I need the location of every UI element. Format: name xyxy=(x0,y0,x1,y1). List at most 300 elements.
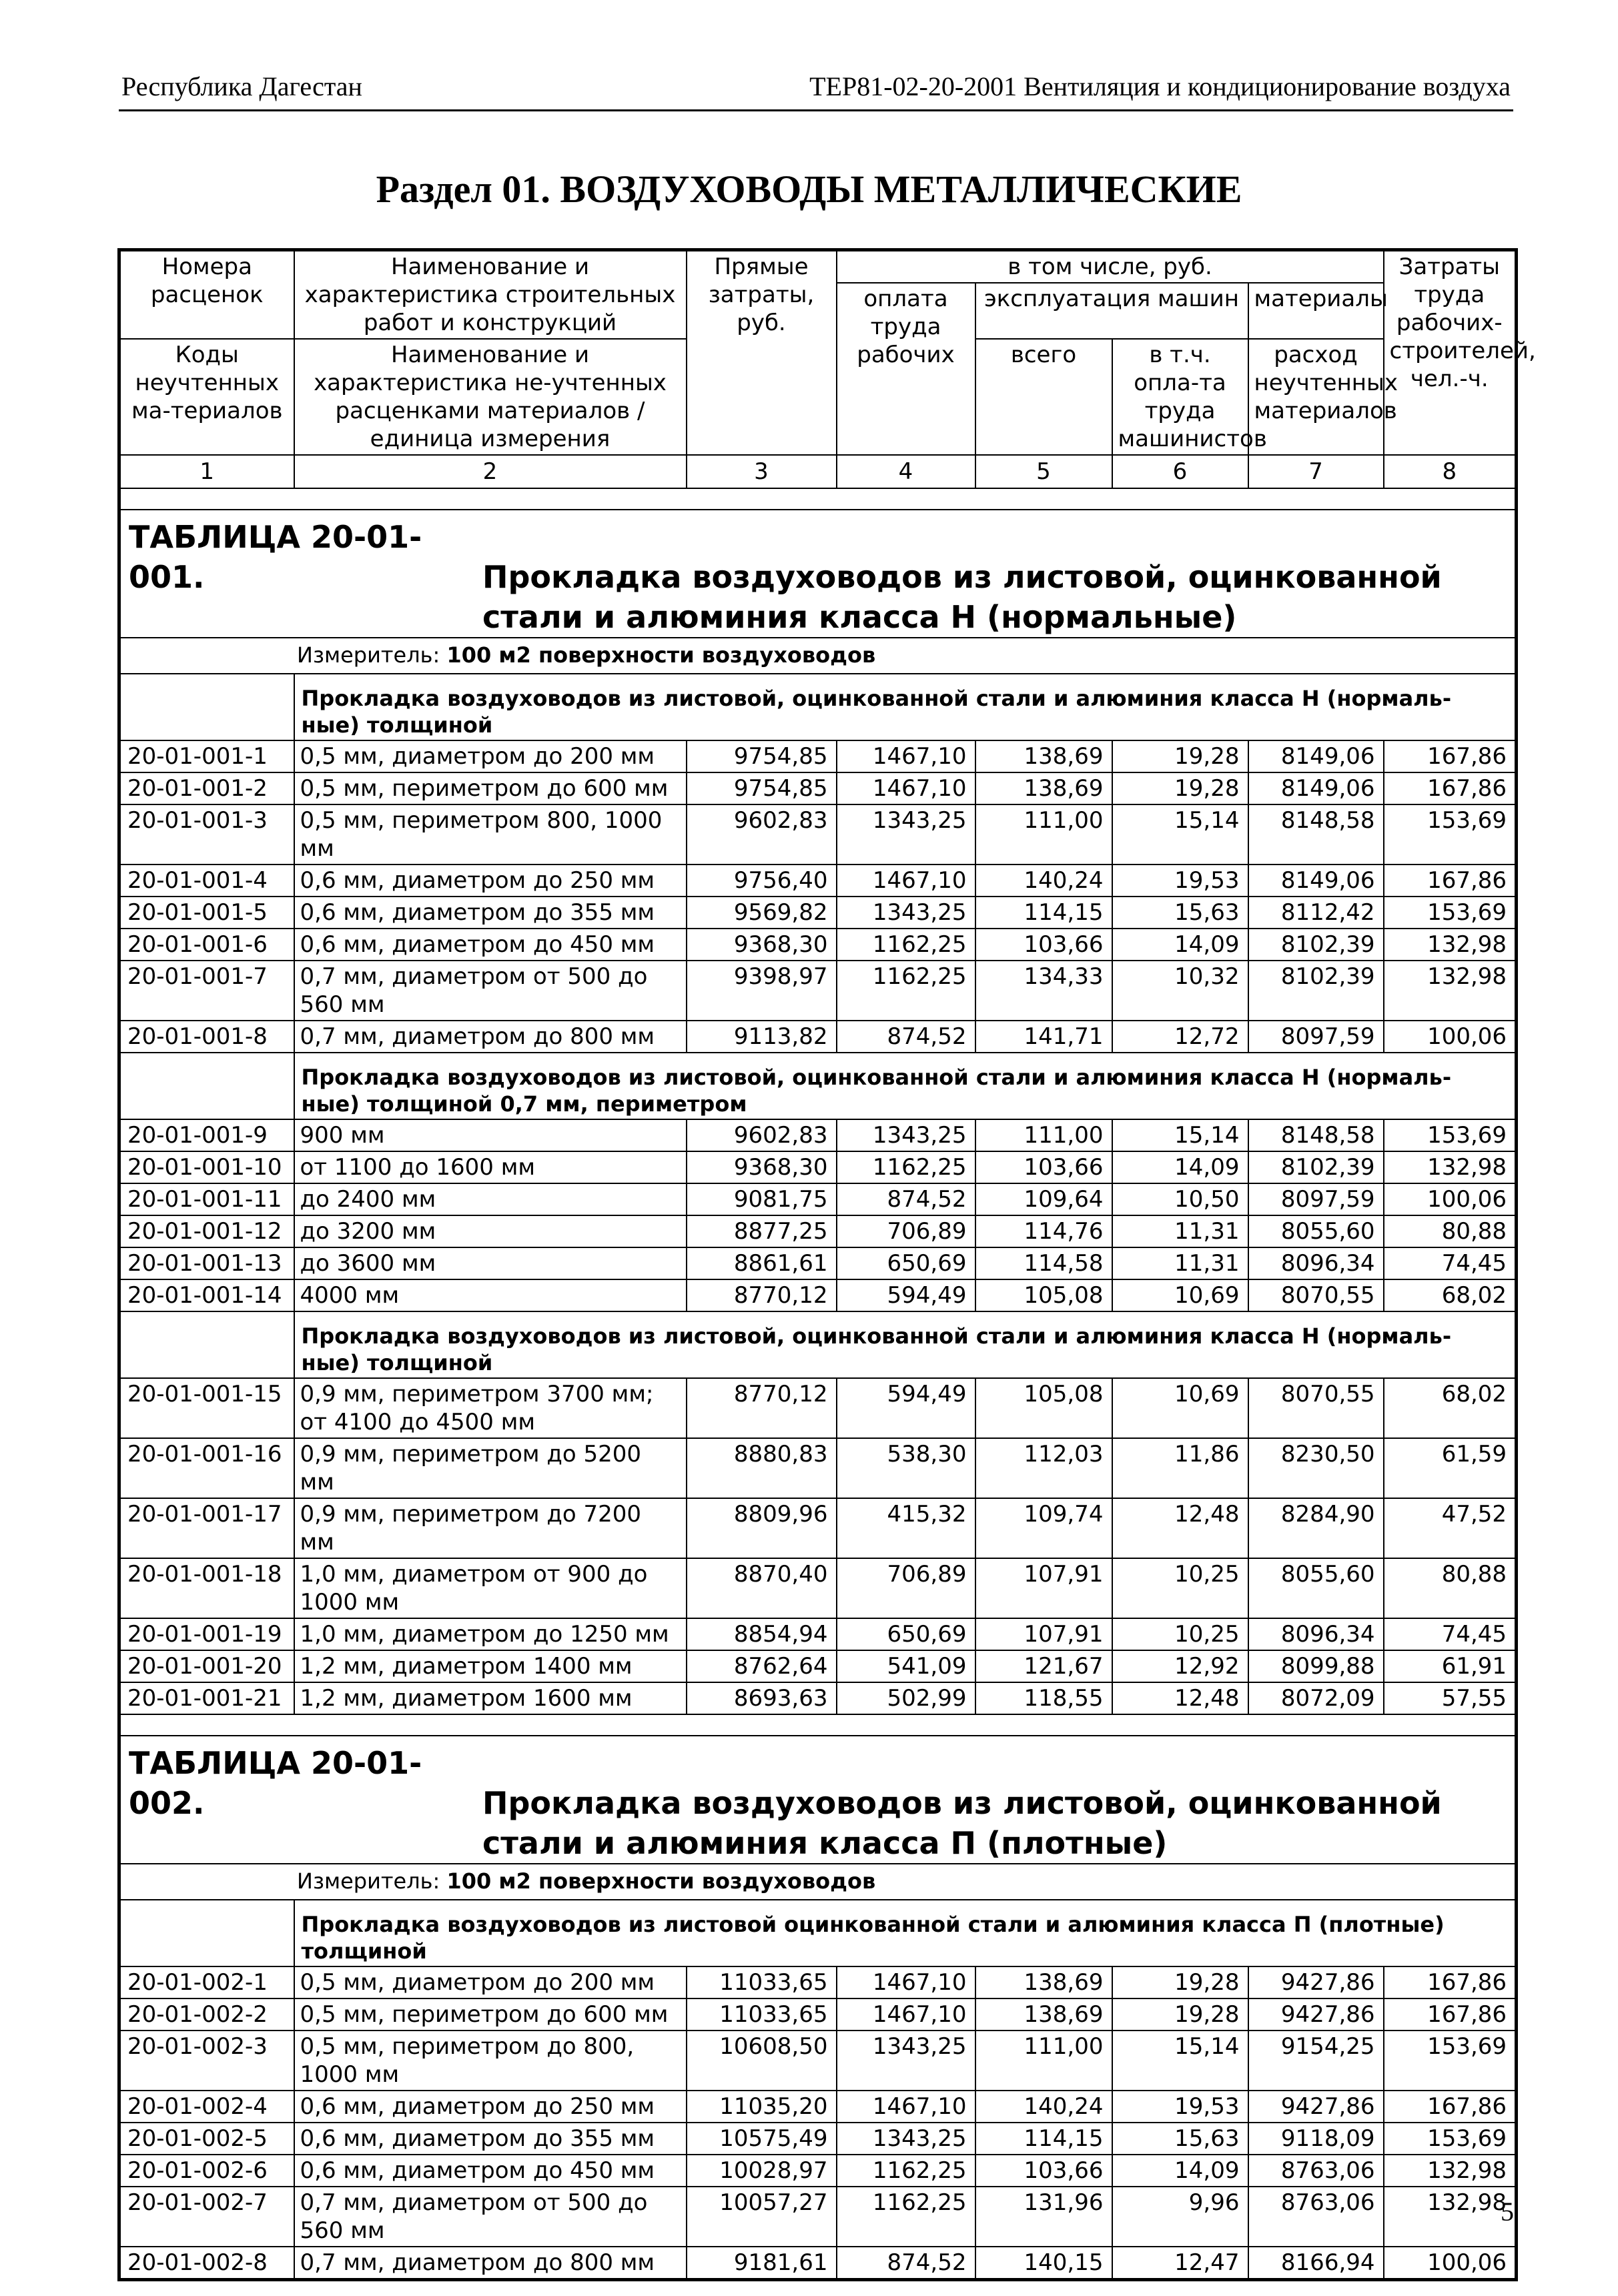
labor-pay: 1343,25 xyxy=(837,2031,975,2091)
work-description: 0,7 мм, диаметром до 800 мм xyxy=(294,1021,687,1053)
machinists-pay: 10,69 xyxy=(1112,1279,1248,1311)
machinists-pay: 19,28 xyxy=(1112,1966,1248,1998)
table-row xyxy=(119,772,1517,804)
header-document-title: ТЕР81-02-20-2001 Вентиляция и кондиционирование воздуха xyxy=(809,71,1511,101)
machinists-pay: 19,28 xyxy=(1112,772,1248,804)
table-row xyxy=(119,1966,1517,1998)
machines-total: 112,03 xyxy=(975,1438,1112,1498)
work-description: до 3200 мм xyxy=(294,1215,687,1247)
work-description: 0,9 мм, периметром 3700 мм; от 4100 до 4500 мм xyxy=(294,1378,687,1438)
materials-cost: 8112,42 xyxy=(1248,897,1384,929)
work-description: 0,5 мм, диаметром до 200 мм xyxy=(294,740,687,772)
materials-cost: 8097,59 xyxy=(1248,1021,1384,1053)
rate-code: 20-01-001-18 xyxy=(119,1558,294,1618)
table-row xyxy=(119,2123,1517,2155)
materials-cost: 8097,59 xyxy=(1248,1183,1384,1215)
labor-hours: 167,86 xyxy=(1384,740,1517,772)
materials-cost: 8070,55 xyxy=(1248,1279,1384,1311)
labor-pay: 706,89 xyxy=(837,1215,975,1247)
machinists-pay: 15,63 xyxy=(1112,2123,1248,2155)
materials-cost: 8096,34 xyxy=(1248,1618,1384,1650)
labor-pay: 706,89 xyxy=(837,1558,975,1618)
labor-pay: 1162,25 xyxy=(837,929,975,961)
labor-pay: 1343,25 xyxy=(837,804,975,865)
rate-code: 20-01-001-5 xyxy=(119,897,294,929)
machines-total: 131,96 xyxy=(975,2187,1112,2247)
rate-code: 20-01-002-7 xyxy=(119,2187,294,2247)
rate-code: 20-01-001-2 xyxy=(119,772,294,804)
work-description: 0,6 мм, диаметром до 450 мм xyxy=(294,2155,687,2187)
page-number: 5 xyxy=(1501,2197,1514,2227)
rate-code: 20-01-001-8 xyxy=(119,1021,294,1053)
rate-code: 20-01-001-19 xyxy=(119,1618,294,1650)
materials-cost: 8102,39 xyxy=(1248,1151,1384,1183)
machinists-pay: 12,48 xyxy=(1112,1498,1248,1558)
labor-pay: 1162,25 xyxy=(837,1151,975,1183)
table-row xyxy=(119,1618,1517,1650)
labor-pay: 874,52 xyxy=(837,2247,975,2280)
machines-total: 105,08 xyxy=(975,1279,1112,1311)
table-row xyxy=(119,740,1517,772)
machines-total: 141,71 xyxy=(975,1021,1112,1053)
direct-costs: 8877,25 xyxy=(687,1215,837,1247)
labor-hours: 153,69 xyxy=(1384,804,1517,865)
labor-pay: 1343,25 xyxy=(837,2123,975,2155)
table-row xyxy=(119,2031,1517,2091)
group-caption-row xyxy=(119,1053,1517,1119)
machines-total: 138,69 xyxy=(975,1966,1112,1998)
work-description: 0,6 мм, диаметром до 250 мм xyxy=(294,865,687,897)
direct-costs: 9181,61 xyxy=(687,2247,837,2280)
materials-cost: 8102,39 xyxy=(1248,929,1384,961)
labor-pay: 1343,25 xyxy=(837,1119,975,1151)
machinists-pay: 14,09 xyxy=(1112,1151,1248,1183)
direct-costs: 9368,30 xyxy=(687,1151,837,1183)
machines-total: 103,66 xyxy=(975,1151,1112,1183)
labor-hours: 132,98 xyxy=(1384,1151,1517,1183)
rate-code: 20-01-002-5 xyxy=(119,2123,294,2155)
machinists-pay: 19,28 xyxy=(1112,1998,1248,2031)
table-row xyxy=(119,1183,1517,1215)
labor-pay: 1467,10 xyxy=(837,2091,975,2123)
materials-cost: 8148,58 xyxy=(1248,804,1384,865)
work-description: 0,9 мм, периметром до 7200 мм xyxy=(294,1498,687,1558)
machinists-pay: 9,96 xyxy=(1112,2187,1248,2247)
col-code-bottom: Коды неучтенных ма-териалов xyxy=(119,339,294,455)
direct-costs: 8854,94 xyxy=(687,1618,837,1650)
direct-costs: 10575,49 xyxy=(687,2123,837,2155)
labor-pay: 1343,25 xyxy=(837,897,975,929)
materials-cost: 8072,09 xyxy=(1248,1682,1384,1714)
machinists-pay: 11,86 xyxy=(1112,1438,1248,1498)
table-row xyxy=(119,1998,1517,2031)
table-spacer xyxy=(119,1714,1517,1736)
work-description: 0,7 мм, диаметром до 800 мм xyxy=(294,2247,687,2280)
labor-hours: 61,59 xyxy=(1384,1438,1517,1498)
labor-hours: 167,86 xyxy=(1384,1966,1517,1998)
rate-code: 20-01-002-8 xyxy=(119,2247,294,2280)
work-description: 0,7 мм, диаметром от 500 до 560 мм xyxy=(294,961,687,1021)
col-materials-use: расход неучтенных материалов xyxy=(1248,339,1384,455)
rate-code: 20-01-001-11 xyxy=(119,1183,294,1215)
table-heading-row xyxy=(119,510,1517,638)
rate-code: 20-01-001-1 xyxy=(119,740,294,772)
direct-costs: 9113,82 xyxy=(687,1021,837,1053)
col-name-top: Наименование и характеристика строительных работ и конструкций xyxy=(294,250,687,340)
table-heading xyxy=(129,1743,1507,1863)
direct-costs: 8861,61 xyxy=(687,1247,837,1279)
work-description: 0,5 мм, периметром 800, 1000 мм xyxy=(294,804,687,865)
table-row xyxy=(119,1151,1517,1183)
materials-cost: 8763,06 xyxy=(1248,2155,1384,2187)
column-number: 3 xyxy=(687,455,837,488)
labor-hours: 57,55 xyxy=(1384,1682,1517,1714)
table-title: Прокладка воздуховодов из листовой, оцинкованной стали и алюминия класса П (плотные) xyxy=(482,1785,1442,1861)
machinists-pay: 12,48 xyxy=(1112,1682,1248,1714)
labor-hours: 61,91 xyxy=(1384,1650,1517,1682)
materials-cost: 8148,58 xyxy=(1248,1119,1384,1151)
column-number: 6 xyxy=(1112,455,1248,488)
table-row xyxy=(119,1119,1517,1151)
rate-code: 20-01-002-1 xyxy=(119,1966,294,1998)
rate-code: 20-01-001-7 xyxy=(119,961,294,1021)
machines-total: 114,15 xyxy=(975,897,1112,929)
group-caption: Прокладка воздуховодов из листовой оцинкованной стали и алюминия класса П (плотные) толщиной xyxy=(294,1900,1517,1966)
rate-code: 20-01-002-2 xyxy=(119,1998,294,2031)
spacer-cell xyxy=(119,1714,1517,1736)
labor-pay: 1467,10 xyxy=(837,740,975,772)
table-row xyxy=(119,2091,1517,2123)
labor-hours: 80,88 xyxy=(1384,1558,1517,1618)
direct-costs: 9756,40 xyxy=(687,865,837,897)
table-row xyxy=(119,929,1517,961)
table-row xyxy=(119,897,1517,929)
table-heading-cell xyxy=(119,510,1517,638)
labor-pay: 1162,25 xyxy=(837,2155,975,2187)
labor-hours: 80,88 xyxy=(1384,1215,1517,1247)
labor-hours: 132,98 xyxy=(1384,929,1517,961)
col-name-bottom: Наименование и характеристика не-учтенных расценками материалов / единица измерения xyxy=(294,339,687,455)
machinists-pay: 15,14 xyxy=(1112,2031,1248,2091)
table-row xyxy=(119,804,1517,865)
col-code-top: Номера расценок xyxy=(119,250,294,340)
rate-code: 20-01-001-20 xyxy=(119,1650,294,1682)
materials-cost: 8763,06 xyxy=(1248,2187,1384,2247)
table-label: ТАБЛИЦА 20-01-002. xyxy=(129,1745,422,1821)
machinists-pay: 19,53 xyxy=(1112,865,1248,897)
machinists-pay: 10,32 xyxy=(1112,961,1248,1021)
table-row xyxy=(119,1215,1517,1247)
meter-unit: 100 м2 поверхности воздуховодов xyxy=(446,1868,876,1894)
materials-cost: 8149,06 xyxy=(1248,772,1384,804)
labor-pay: 1467,10 xyxy=(837,772,975,804)
direct-costs: 9368,30 xyxy=(687,929,837,961)
machines-total: 107,91 xyxy=(975,1618,1112,1650)
materials-cost: 9427,86 xyxy=(1248,1966,1384,1998)
labor-hours: 167,86 xyxy=(1384,1998,1517,2031)
rate-code: 20-01-002-4 xyxy=(119,2091,294,2123)
direct-costs: 8809,96 xyxy=(687,1498,837,1558)
table-row xyxy=(119,2247,1517,2280)
machines-total: 107,91 xyxy=(975,1558,1112,1618)
materials-cost: 9118,09 xyxy=(1248,2123,1384,2155)
machinists-pay: 11,31 xyxy=(1112,1247,1248,1279)
materials-cost: 8055,60 xyxy=(1248,1215,1384,1247)
direct-costs: 8693,63 xyxy=(687,1682,837,1714)
direct-costs: 11035,20 xyxy=(687,2091,837,2123)
machinists-pay: 12,47 xyxy=(1112,2247,1248,2280)
col-including: в том числе, руб. xyxy=(837,250,1384,283)
labor-hours: 167,86 xyxy=(1384,865,1517,897)
machinists-pay: 19,28 xyxy=(1112,740,1248,772)
table-row xyxy=(119,1558,1517,1618)
col-materials: материалы xyxy=(1248,283,1384,339)
col-labor-pay: оплата труда рабочих xyxy=(837,283,975,455)
header-region: Республика Дагестан xyxy=(121,71,362,101)
materials-cost: 9154,25 xyxy=(1248,2031,1384,2091)
table-label: ТАБЛИЦА 20-01-001. xyxy=(129,519,422,595)
work-description: 1,2 мм, диаметром 1600 мм xyxy=(294,1682,687,1714)
meter-unit: 100 м2 поверхности воздуховодов xyxy=(446,642,876,668)
labor-hours: 153,69 xyxy=(1384,2123,1517,2155)
machines-total: 111,00 xyxy=(975,2031,1112,2091)
materials-cost: 8166,94 xyxy=(1248,2247,1384,2280)
table-row xyxy=(119,1438,1517,1498)
rate-code: 20-01-001-13 xyxy=(119,1247,294,1279)
page-header xyxy=(119,67,1513,111)
table-row xyxy=(119,865,1517,897)
labor-hours: 167,86 xyxy=(1384,772,1517,804)
direct-costs: 9602,83 xyxy=(687,1119,837,1151)
table-title: Прокладка воздуховодов из листовой, оцинкованной стали и алюминия класса Н (нормальные) xyxy=(482,559,1442,635)
group-blank-cell xyxy=(119,1311,294,1378)
direct-costs: 8870,40 xyxy=(687,1558,837,1618)
labor-hours: 153,69 xyxy=(1384,897,1517,929)
group-caption: Прокладка воздуховодов из листовой, оцинкованной стали и алюминия класса Н (нормаль-ные) толщиной 0,7 мм, периметром xyxy=(294,1053,1517,1119)
rate-code: 20-01-002-3 xyxy=(119,2031,294,2091)
col-machines-labor: в т.ч. опла-та труда машинистов xyxy=(1112,339,1248,455)
work-description: 0,5 мм, периметром до 600 мм xyxy=(294,1998,687,2031)
work-description: 1,0 мм, диаметром от 900 до 1000 мм xyxy=(294,1558,687,1618)
column-number: 2 xyxy=(294,455,687,488)
machinists-pay: 15,63 xyxy=(1112,897,1248,929)
labor-hours: 68,02 xyxy=(1384,1378,1517,1438)
work-description: до 2400 мм xyxy=(294,1183,687,1215)
labor-hours: 100,06 xyxy=(1384,2247,1517,2280)
machines-total: 103,66 xyxy=(975,929,1112,961)
rate-code: 20-01-001-3 xyxy=(119,804,294,865)
labor-pay: 874,52 xyxy=(837,1021,975,1053)
labor-pay: 650,69 xyxy=(837,1247,975,1279)
materials-cost: 8102,39 xyxy=(1248,961,1384,1021)
direct-costs: 8880,83 xyxy=(687,1438,837,1498)
labor-hours: 132,98 xyxy=(1384,961,1517,1021)
column-numbers-row xyxy=(119,455,1517,488)
machinists-pay: 19,53 xyxy=(1112,2091,1248,2123)
labor-pay: 650,69 xyxy=(837,1618,975,1650)
direct-costs: 10028,97 xyxy=(687,2155,837,2187)
labor-pay: 1162,25 xyxy=(837,961,975,1021)
machines-total: 140,24 xyxy=(975,2091,1112,2123)
labor-hours: 132,98 xyxy=(1384,2187,1517,2247)
labor-hours: 100,06 xyxy=(1384,1021,1517,1053)
work-description: 0,6 мм, диаметром до 355 мм xyxy=(294,897,687,929)
materials-cost: 8149,06 xyxy=(1248,865,1384,897)
labor-hours: 74,45 xyxy=(1384,1247,1517,1279)
table-row xyxy=(119,2155,1517,2187)
machines-total: 109,74 xyxy=(975,1498,1112,1558)
meter-row xyxy=(119,1864,1517,1900)
col-direct: Прямые затраты, руб. xyxy=(687,250,837,456)
work-description: 0,6 мм, диаметром до 355 мм xyxy=(294,2123,687,2155)
rate-code: 20-01-001-15 xyxy=(119,1378,294,1438)
machines-total: 111,00 xyxy=(975,804,1112,865)
direct-costs: 8770,12 xyxy=(687,1279,837,1311)
machines-total: 140,15 xyxy=(975,2247,1112,2280)
labor-pay: 594,49 xyxy=(837,1378,975,1438)
machinists-pay: 15,14 xyxy=(1112,804,1248,865)
labor-pay: 1467,10 xyxy=(837,1966,975,1998)
direct-costs: 10057,27 xyxy=(687,2187,837,2247)
meter-label: Измеритель: xyxy=(297,1868,440,1894)
rate-code: 20-01-001-16 xyxy=(119,1438,294,1498)
rate-code: 20-01-001-4 xyxy=(119,865,294,897)
column-number: 8 xyxy=(1384,455,1517,488)
machinists-pay: 12,92 xyxy=(1112,1650,1248,1682)
labor-hours: 47,52 xyxy=(1384,1498,1517,1558)
section-title: Раздел 01. ВОЗДУХОВОДЫ МЕТАЛЛИЧЕСКИЕ xyxy=(376,167,1242,211)
machines-total: 114,76 xyxy=(975,1215,1112,1247)
machines-total: 114,15 xyxy=(975,2123,1112,2155)
direct-costs: 11033,65 xyxy=(687,1966,837,1998)
materials-cost: 8070,55 xyxy=(1248,1378,1384,1438)
labor-pay: 1467,10 xyxy=(837,865,975,897)
col-machines: эксплуатация машин xyxy=(975,283,1248,339)
rate-code: 20-01-001-10 xyxy=(119,1151,294,1183)
direct-costs: 9754,85 xyxy=(687,740,837,772)
work-description: 4000 мм xyxy=(294,1279,687,1311)
rate-code: 20-01-002-6 xyxy=(119,2155,294,2187)
group-caption: Прокладка воздуховодов из листовой, оцинкованной стали и алюминия класса Н (нормаль-ные) толщиной xyxy=(294,674,1517,740)
machinists-pay: 12,72 xyxy=(1112,1021,1248,1053)
labor-pay: 594,49 xyxy=(837,1279,975,1311)
machinists-pay: 14,09 xyxy=(1112,2155,1248,2187)
meter-row xyxy=(119,638,1517,674)
work-description: 0,6 мм, диаметром до 450 мм xyxy=(294,929,687,961)
machinists-pay: 10,50 xyxy=(1112,1183,1248,1215)
table-row xyxy=(119,961,1517,1021)
group-caption: Прокладка воздуховодов из листовой, оцинкованной стали и алюминия класса Н (нормаль-ные) толщиной xyxy=(294,1311,1517,1378)
table-row xyxy=(119,1378,1517,1438)
labor-pay: 874,52 xyxy=(837,1183,975,1215)
header-row-1 xyxy=(119,250,1517,283)
table-heading-row xyxy=(119,1736,1517,1864)
machines-total: 105,08 xyxy=(975,1378,1112,1438)
labor-hours: 68,02 xyxy=(1384,1279,1517,1311)
work-description: 0,9 мм, периметром до 5200 мм xyxy=(294,1438,687,1498)
spacer-cell xyxy=(119,488,1517,510)
machinists-pay: 10,25 xyxy=(1112,1618,1248,1650)
work-description: до 3600 мм xyxy=(294,1247,687,1279)
group-blank-cell xyxy=(119,674,294,740)
machines-total: 134,33 xyxy=(975,961,1112,1021)
direct-costs: 10608,50 xyxy=(687,2031,837,2091)
table-spacer xyxy=(119,488,1517,510)
work-description: 0,5 мм, периметром до 800, 1000 мм xyxy=(294,2031,687,2091)
labor-pay: 1467,10 xyxy=(837,1998,975,2031)
machines-total: 121,67 xyxy=(975,1650,1112,1682)
machines-total: 138,69 xyxy=(975,1998,1112,2031)
machines-total: 103,66 xyxy=(975,2155,1112,2187)
table-row xyxy=(119,1279,1517,1311)
col-labor-hours: Затраты труда рабочих-строителей, чел.-ч. xyxy=(1384,250,1517,456)
machinists-pay: 14,09 xyxy=(1112,929,1248,961)
materials-cost: 9427,86 xyxy=(1248,2091,1384,2123)
direct-costs: 9081,75 xyxy=(687,1183,837,1215)
labor-pay: 1162,25 xyxy=(837,2187,975,2247)
materials-cost: 8055,60 xyxy=(1248,1558,1384,1618)
table-heading xyxy=(129,517,1507,637)
meter-label: Измеритель: xyxy=(297,642,440,668)
group-caption-row xyxy=(119,1900,1517,1966)
table-row xyxy=(119,1682,1517,1714)
materials-cost: 8149,06 xyxy=(1248,740,1384,772)
table-row xyxy=(119,1021,1517,1053)
rate-code: 20-01-001-6 xyxy=(119,929,294,961)
work-description: 0,5 мм, диаметром до 200 мм xyxy=(294,1966,687,1998)
column-number: 4 xyxy=(837,455,975,488)
work-description: от 1100 до 1600 мм xyxy=(294,1151,687,1183)
meter-cell xyxy=(119,1864,1517,1900)
meter-cell xyxy=(119,638,1517,674)
table-row xyxy=(119,1247,1517,1279)
materials-cost: 9427,86 xyxy=(1248,1998,1384,2031)
materials-cost: 8284,90 xyxy=(1248,1498,1384,1558)
rates-table xyxy=(117,248,1536,2281)
machinists-pay: 10,25 xyxy=(1112,1558,1248,1618)
machines-total: 118,55 xyxy=(975,1682,1112,1714)
group-caption-row xyxy=(119,1311,1517,1378)
table-row xyxy=(119,1498,1517,1558)
direct-costs: 9602,83 xyxy=(687,804,837,865)
labor-pay: 541,09 xyxy=(837,1650,975,1682)
direct-costs: 8762,64 xyxy=(687,1650,837,1682)
work-description: 1,0 мм, диаметром до 1250 мм xyxy=(294,1618,687,1650)
work-description: 0,5 мм, периметром до 600 мм xyxy=(294,772,687,804)
rate-code: 20-01-001-12 xyxy=(119,1215,294,1247)
group-blank-cell xyxy=(119,1900,294,1966)
column-number: 5 xyxy=(975,455,1112,488)
work-description: 1,2 мм, диаметром 1400 мм xyxy=(294,1650,687,1682)
direct-costs: 8770,12 xyxy=(687,1378,837,1438)
direct-costs: 11033,65 xyxy=(687,1998,837,2031)
rate-code: 20-01-001-9 xyxy=(119,1119,294,1151)
col-machines-total: всего xyxy=(975,339,1112,455)
materials-cost: 8099,88 xyxy=(1248,1650,1384,1682)
labor-hours: 153,69 xyxy=(1384,2031,1517,2091)
column-number: 1 xyxy=(119,455,294,488)
rate-code: 20-01-001-21 xyxy=(119,1682,294,1714)
machines-total: 140,24 xyxy=(975,865,1112,897)
column-number: 7 xyxy=(1248,455,1384,488)
direct-costs: 9398,97 xyxy=(687,961,837,1021)
table-row xyxy=(119,1650,1517,1682)
machines-total: 138,69 xyxy=(975,772,1112,804)
direct-costs: 9569,82 xyxy=(687,897,837,929)
labor-hours: 153,69 xyxy=(1384,1119,1517,1151)
rate-code: 20-01-001-14 xyxy=(119,1279,294,1311)
work-description: 0,6 мм, диаметром до 250 мм xyxy=(294,2091,687,2123)
